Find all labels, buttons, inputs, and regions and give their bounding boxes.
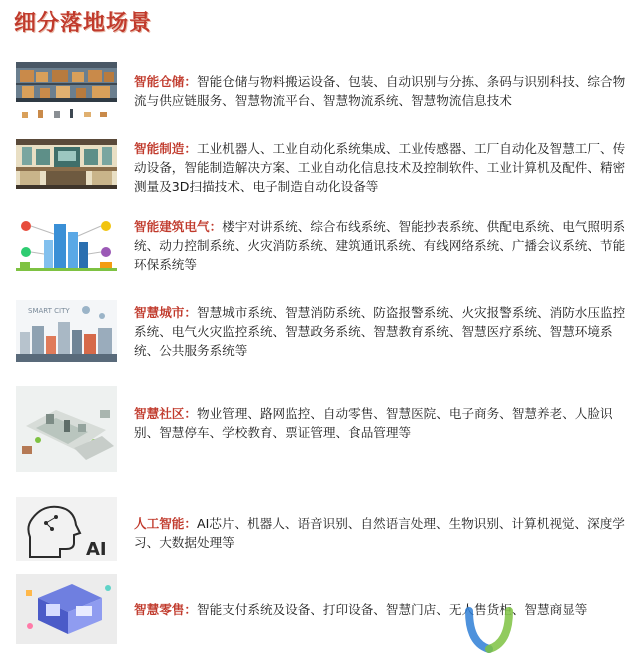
scenario-label: 智能仓储： (134, 74, 197, 89)
smart-city-illustration (16, 300, 117, 362)
scenario-description: 物业管理、路网监控、自动零售、智慧医院、电子商务、智慧养老、人脸识别、智慧停车、学校教育、票证管理、食品管理等 (134, 406, 613, 440)
scenario-smart-retail (16, 574, 626, 644)
brand-logo-icon (463, 603, 515, 659)
smart-retail-store-illustration (16, 574, 117, 644)
scenario-description: 工业机器人、工业自动化系统集成、工业传感器、工厂自动化及智慧工厂、传动设备，智能制造解决方案、工业自动化信息技术及控制软件、工业计算机及配件、精密测量及3D扫描技术、电子制造自动化设备等 (134, 141, 626, 194)
scenario-label: 智慧城市： (134, 305, 197, 320)
warehouse-illustration (16, 62, 117, 124)
ai-thumb-text: AI (86, 539, 107, 560)
scenario-smart-city (16, 300, 626, 362)
scenario-description: 智能仓储与物料搬运设备、包装、自动识别与分拣、条码与识别科技、综合物流与供应链服务、智慧物流平台、智慧物流系统、智慧物流信息技术 (134, 74, 626, 108)
scenario-label: 智慧社区： (134, 406, 197, 421)
scenario-description: 智能支付系统及设备、打印设备、智慧门店、无人售货柜、智慧商显等 (196, 602, 588, 617)
scenario-smart-community (16, 386, 626, 472)
scenario-smart-building (16, 214, 626, 276)
smart-city-thumb-text: SMART CITY (28, 307, 70, 315)
scenario-description: AI芯片、机器人、语音识别、自然语言处理、生物识别、计算机视觉、深度学习、大数据处理等 (134, 516, 625, 550)
scenario-manufacturing (16, 139, 626, 194)
factory-illustration (16, 139, 117, 189)
scenario-description: 楼宇对讲系统、综合布线系统、智能抄表系统、供配电系统、电气照明系统、动力控制系统、火灾消防系统、建筑通讯系统、有线网络系统、广播会议系统、节能环保系统等 (134, 219, 626, 272)
smart-community-map-illustration (16, 386, 117, 472)
scenario-label: 智能制造： (134, 141, 197, 156)
scenario-label: 人工智能： (134, 516, 197, 531)
scenario-label: 智慧零售： (134, 602, 197, 617)
scenario-ai (16, 497, 626, 561)
page-title: 细分落地场景 (14, 11, 153, 36)
ai-head-illustration (16, 497, 117, 561)
scenario-warehouse (16, 62, 626, 124)
scenario-label: 智能建筑电气： (134, 219, 223, 234)
smart-building-illustration (16, 214, 117, 276)
scenario-description: 智慧城市系统、智慧消防系统、防盗报警系统、火灾报警系统、消防水压监控系统、电气火灾监控系统、智慧政务系统、智慧教育系统、智慧医疗系统、智慧环境系统、公共服务系统等 (134, 305, 626, 358)
